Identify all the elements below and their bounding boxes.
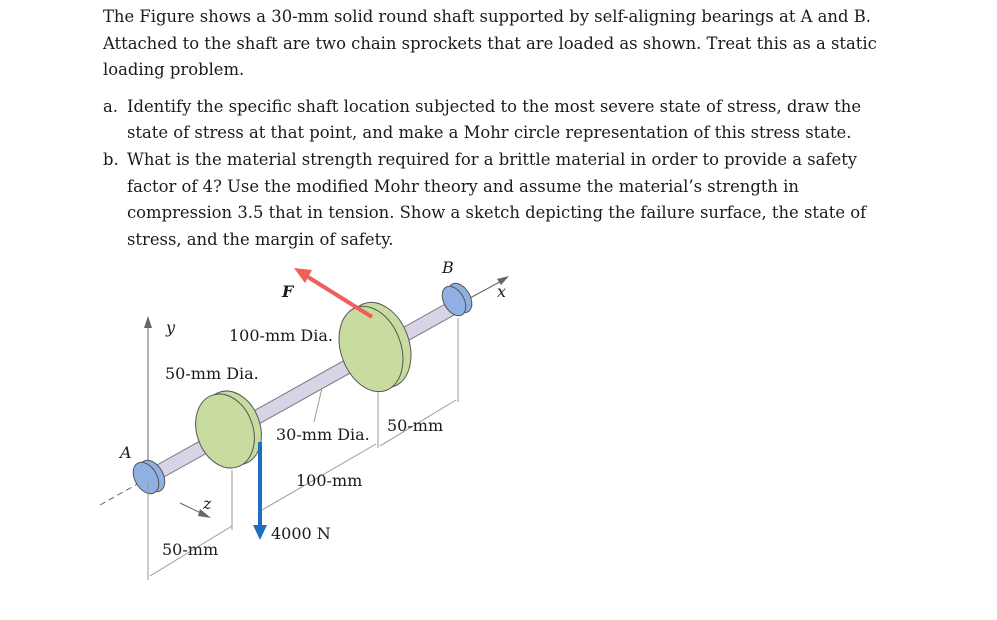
question-marker: a. [103,96,118,116]
sprocket-large [328,297,414,400]
dim-left-label: 50-mm [162,540,219,559]
bearing-a-label: A [120,443,132,462]
y-axis-label: y [166,318,176,337]
sprocket-small [186,386,265,477]
small-dia-label: 50-mm Dia. [165,364,259,383]
x-axis-label: x [497,282,507,301]
load-label: 4000 N [271,524,331,543]
y-axis-arrowhead [144,316,152,328]
bearing-b-label: B [442,258,454,277]
load-arrow-head [253,525,267,540]
force-f-shaft [308,277,372,317]
dim-right-label: 50-mm [387,416,444,435]
large-dia-label: 100-mm Dia. [229,326,333,345]
shaft-dia-label: 30-mm Dia. [276,425,370,444]
dim-middle-label: 100-mm [296,471,363,490]
shaft-body [148,293,472,482]
z-axis-label: z [203,494,212,513]
question-text: Identify the specific shaft location subjected to the most severe state of stress, draw the state of stress at that point, and make a Mohr circle representation of this stress state. [127,96,862,143]
problem-intro: The Figure shows a 30-mm solid round shaft supported by self-aligning bearings at A and B. Attached to the shaft are two chain sprockets that are loaded as shown. Treat this as a static loading problem. [103,7,877,80]
force-f-label: F [282,282,294,301]
question-text: What is the material strength required for a brittle material in order to provide a safety factor of 4? Use the modified Mohr theory and assume the material’s strength in compression 3.5 that in tension. Show a sketch depicting the failure surface, the state of stress, and the margin of safety. [127,149,867,249]
question-marker: b. [103,149,119,169]
